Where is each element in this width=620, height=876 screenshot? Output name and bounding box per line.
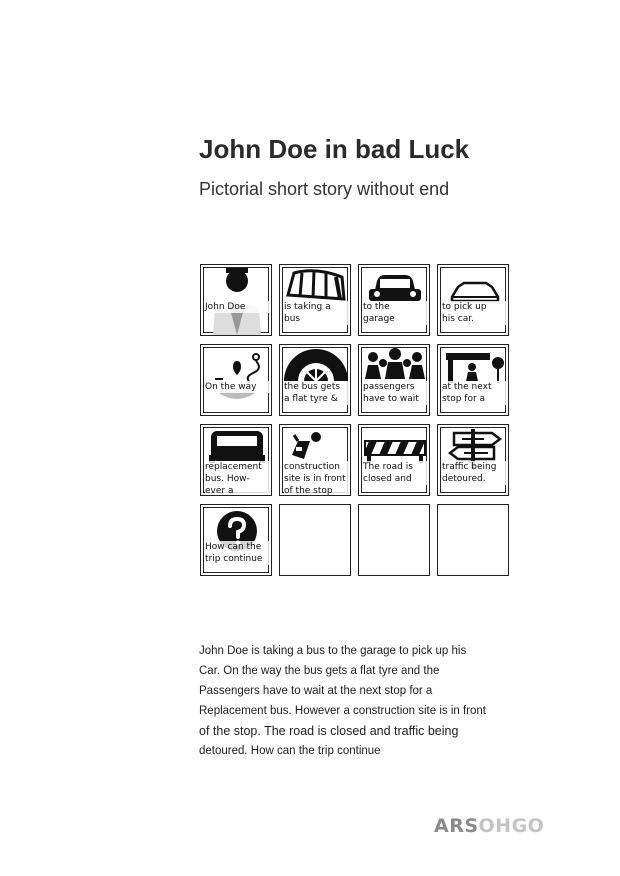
page-subtitle: Pictorial short story without end	[199, 179, 450, 199]
story-cell-1	[200, 264, 272, 336]
story-line: Replacement bus. However a construction site is in front	[199, 705, 486, 717]
story-cell-4	[437, 264, 509, 336]
cell-caption: The road is closed and	[363, 461, 427, 485]
story-cell-10	[279, 424, 351, 496]
story-line: Passengers have to wait at the next stop for a	[199, 685, 433, 697]
logo-part-ars: ARS	[434, 815, 479, 837]
story-cell-15-empty	[358, 504, 430, 576]
story-cell-7	[358, 344, 430, 416]
cell-caption: replacement bus. How- ever a	[205, 461, 269, 496]
cell-caption: John Doe	[205, 301, 269, 313]
story-cell-3	[358, 264, 430, 336]
cell-caption: to the garage	[363, 301, 427, 325]
cell-caption: On the way	[205, 381, 269, 393]
story-line: of the stop. The road is closed and traffic being	[199, 724, 459, 738]
story-cell-16-empty	[437, 504, 509, 576]
story-cell-14-empty	[279, 504, 351, 576]
cell-caption: How can the trip continue	[205, 541, 269, 565]
story-cell-13	[200, 504, 272, 576]
story-cell-2	[279, 264, 351, 336]
cell-caption: passengers have to wait	[363, 381, 427, 405]
cell-caption: construction site is in front of the stop	[284, 461, 348, 496]
story-cell-12	[437, 424, 509, 496]
story-cell-9	[200, 424, 272, 496]
cell-caption: the bus gets a flat tyre &	[284, 381, 348, 405]
story-cell-6	[279, 344, 351, 416]
story-line: Car. On the way the bus gets a flat tyre and the	[199, 665, 440, 677]
story-text	[199, 641, 519, 761]
logo-part-ohgo: OHGO	[478, 815, 545, 837]
story-cell-5	[200, 344, 272, 416]
brand-logo	[434, 815, 544, 837]
cell-caption: traffic being detoured.	[442, 461, 506, 485]
story-cell-8	[437, 344, 509, 416]
cell-caption: to pick up his car.	[442, 301, 506, 325]
story-cell-11	[358, 424, 430, 496]
story-line: John Doe is taking a bus to the garage to pick up his	[199, 645, 467, 657]
picture-grid	[200, 264, 509, 576]
cell-caption: is taking a bus	[284, 301, 348, 325]
cell-caption: at the next stop for a	[442, 381, 506, 405]
story-line: detoured. How can the trip continue	[199, 745, 381, 757]
page-title: John Doe in bad Luck	[199, 134, 470, 164]
